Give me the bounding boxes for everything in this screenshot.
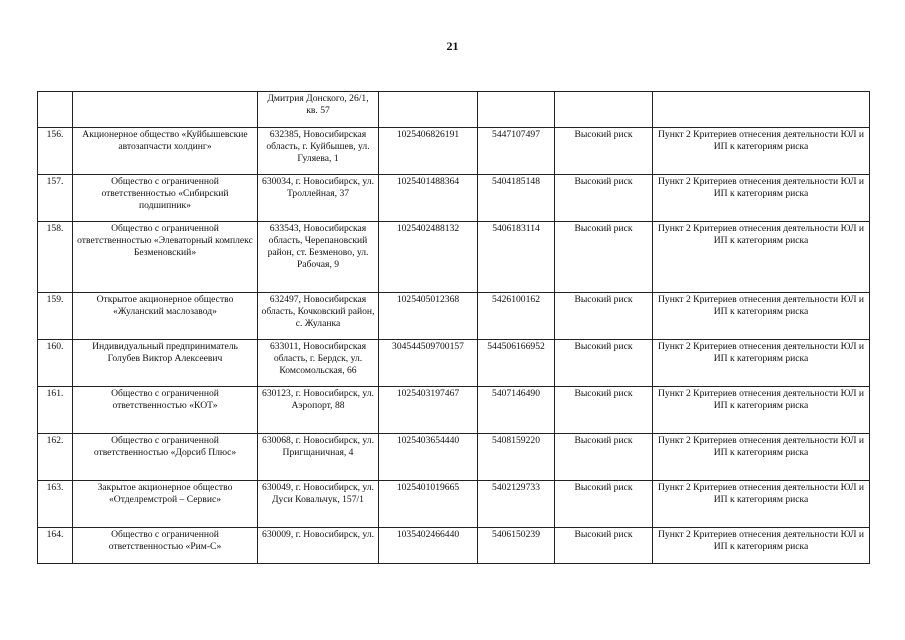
cell-number: 156. [38,128,73,175]
risk-registry-table [37,91,870,564]
cell-ogrn: 1025405012368 [379,293,478,340]
cell-risk: Высокий риск [555,340,653,387]
table-row [38,528,870,564]
cell-ogrn: 1025401488364 [379,175,478,222]
table-row [38,434,870,481]
cell-number: 162. [38,434,73,481]
cell-inn: 5408159220 [478,434,555,481]
cell-inn: 5402129733 [478,481,555,528]
cell-criteria: Пункт 2 Критериев отнесения деятельности ЮЛ и ИП к категориям риска [653,128,870,175]
cell-name: Общество с ограниченной ответственностью «КОТ» [73,387,258,434]
table-row [38,481,870,528]
cell-criteria: Пункт 2 Критериев отнесения деятельности ЮЛ и ИП к категориям риска [653,340,870,387]
cell-criteria: Пункт 2 Критериев отнесения деятельности ЮЛ и ИП к категориям риска [653,528,870,564]
cell-ogrn: 1035402466440 [379,528,478,564]
cell-address: 632385, Новосибирская область, г. Куйбышев, ул. Гуляева, 1 [258,128,379,175]
cell-inn: 544506166952 [478,340,555,387]
cell-address: 630068, г. Новосибирск, ул. Пригщаничная, 4 [258,434,379,481]
cell-address: 630034, г. Новосибирск, ул. Троллейная, 37 [258,175,379,222]
cell-risk: Высокий риск [555,293,653,340]
cell-risk: Высокий риск [555,128,653,175]
cell-ogrn: 1025402488132 [379,222,478,293]
cell-inn: 5404185148 [478,175,555,222]
cell-name: Акционерное общество «Куйбышевские автозапчасти холдинг» [73,128,258,175]
page-number: 21 [446,39,459,53]
cell-risk: Высокий риск [555,481,653,528]
cell-ogrn: 1025406826191 [379,128,478,175]
table-row [38,175,870,222]
cell-ogrn: 304544509700157 [379,340,478,387]
cell-inn [478,92,555,128]
cell-inn: 5447107497 [478,128,555,175]
cell-number: 161. [38,387,73,434]
cell-name: Общество с ограниченной ответственностью «Элеваторный комплекс Безменовский» [73,222,258,293]
cell-ogrn [379,92,478,128]
cell-criteria: Пункт 2 Критериев отнесения деятельности ЮЛ и ИП к категориям риска [653,175,870,222]
cell-name [73,92,258,128]
cell-address: 630049, г. Новосибирск, ул. Дуси Ковальчук, 157/1 [258,481,379,528]
cell-number: 160. [38,340,73,387]
cell-ogrn: 1025401019665 [379,481,478,528]
cell-name: Открытое акционерное общество «Жуланский маслозавод» [73,293,258,340]
cell-name: Общество с ограниченной ответственностью «Сибирский подшипник» [73,175,258,222]
table-row [38,128,870,175]
cell-criteria: Пункт 2 Критериев отнесения деятельности ЮЛ и ИП к категориям риска [653,387,870,434]
cell-address: 630009, г. Новосибирск, ул. [258,528,379,564]
cell-number: 157. [38,175,73,222]
cell-name: Закрытое акционерное общество «Отделремстрой – Сервис» [73,481,258,528]
cell-criteria [653,92,870,128]
table-row [38,222,870,293]
cell-inn: 5406183114 [478,222,555,293]
cell-address: 633011, Новосибирская область, г. Бердск, ул. Комсомольская, 66 [258,340,379,387]
cell-name: Общество с ограниченной ответственностью «Дорсиб Плюс» [73,434,258,481]
cell-criteria: Пункт 2 Критериев отнесения деятельности ЮЛ и ИП к категориям риска [653,293,870,340]
cell-risk [555,92,653,128]
cell-risk: Высокий риск [555,175,653,222]
cell-address: Дмитрия Донского, 26/1, кв. 57 [258,92,379,128]
cell-number: 164. [38,528,73,564]
cell-risk: Высокий риск [555,222,653,293]
cell-address: 632497, Новосибирская область, Кочковский район, с. Жуланка [258,293,379,340]
cell-number [38,92,73,128]
cell-number: 163. [38,481,73,528]
cell-risk: Высокий риск [555,528,653,564]
cell-criteria: Пункт 2 Критериев отнесения деятельности ЮЛ и ИП к категориям риска [653,434,870,481]
table-row [38,293,870,340]
cell-criteria: Пункт 2 Критериев отнесения деятельности ЮЛ и ИП к категориям риска [653,481,870,528]
table-row-continuation [38,92,870,128]
cell-inn: 5406150239 [478,528,555,564]
cell-criteria: Пункт 2 Критериев отнесения деятельности ЮЛ и ИП к категориям риска [653,222,870,293]
cell-number: 158. [38,222,73,293]
cell-inn: 5407146490 [478,387,555,434]
cell-name: Общество с ограниченной ответственностью «Рим-С» [73,528,258,564]
cell-address: 630123, г. Новосибирск, ул. Аэропорт, 88 [258,387,379,434]
cell-ogrn: 1025403654440 [379,434,478,481]
cell-ogrn: 1025403197467 [379,387,478,434]
cell-name: Индивидуальный предприниматель Голубев Виктор Алексеевич [73,340,258,387]
cell-risk: Высокий риск [555,387,653,434]
cell-risk: Высокий риск [555,434,653,481]
cell-address: 633543, Новосибирская область, Черепановский район, ст. Безменово, ул. Рабочая, 9 [258,222,379,293]
cell-number: 159. [38,293,73,340]
cell-inn: 5426100162 [478,293,555,340]
table-row [38,387,870,434]
table-row [38,340,870,387]
